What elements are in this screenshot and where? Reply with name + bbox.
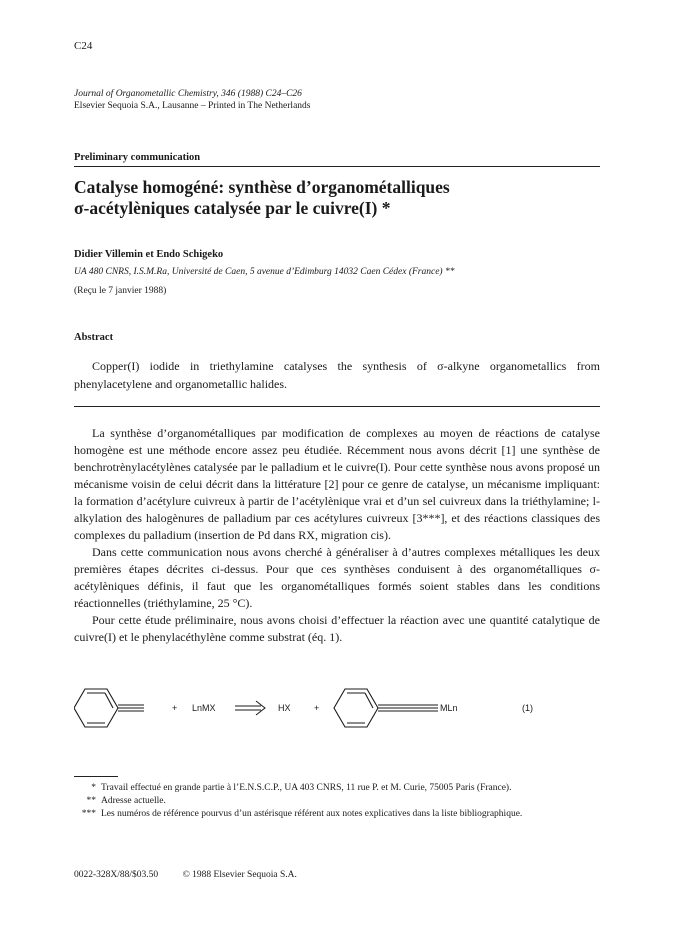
title-line-1: Catalyse homogéné: synthèse d’organométalliques: [74, 177, 450, 197]
plus-sign: +: [172, 703, 178, 713]
paragraph: Dans cette communication nous avons cherché à généraliser à d’autres complexes métalliques les deux premières étapes décrites ci-dessus. Pour que ces synthèses conduisent à des organométalliques σ-acétylèniques définis, il faut que les organométalliques formés soient stables dans les conditions réactionnelles (triéthylamine, 25 °C).: [74, 545, 600, 610]
benzene-ring-icon: [74, 689, 118, 727]
authors: Didier Villemin et Endo Schigeko: [74, 249, 224, 260]
footnote-mark: *: [91, 783, 96, 793]
footnotes: [74, 782, 600, 821]
footnote-divider: [74, 776, 118, 777]
received-date: (Reçu le 7 janvier 1988): [74, 286, 167, 296]
equation-number: (1): [522, 703, 533, 713]
footnote: [74, 808, 600, 821]
body-text: [74, 425, 600, 646]
paragraph: La synthèse d’organométalliques par modification de complexes au moyen de réactions de catalyse homogène est une méthode encore assez peu étudiée. Récemment nous avons décrit [1] une synthèse de benchrotrènylacétylènes catalysée par le palladium et le cuivre(I). Pour cette synthèse nous avons proposé un mécanisme voisin de celui décrit dans la littérature [2] pour ce genre de catalyse, un mécanisme impliquant: la formation d’acétylure cuivreux à partir de l’acétylènique vrai et d’un sel cuivreux dans la triéthylamine; l-alkylation des halogènures de palladium par ces acétylures cuivreux [3***], et des réactions classiques des complexes du palladium (insertion de Pd dans RX, migration cis).: [74, 426, 600, 542]
divider: [74, 406, 600, 407]
affiliation: UA 480 CNRS, I.S.M.Ra, Université de Caen, 5 avenue d’Edimburg 14032 Caen Cédex (France) **: [74, 267, 455, 277]
copyright: © 1988 Elsevier Sequoia S.A.: [182, 870, 297, 880]
bottom-line: [74, 870, 319, 880]
footnote-mark: ***: [81, 809, 96, 819]
paragraph: Pour cette étude préliminaire, nous avons choisi d’effectuer la réaction avec une quantité catalytique de cuivre(I) et le phenylacéthylène comme substrat (éq. 1).: [74, 613, 600, 644]
section-label: Preliminary communication: [74, 152, 201, 163]
article-title: [74, 177, 614, 219]
reaction-equation: [74, 683, 600, 733]
footnote: [74, 795, 600, 808]
metal-group-label: MLn: [440, 703, 458, 713]
reagent-label: LnMX: [192, 703, 216, 713]
footnote-text: Travail effectué en grande partie à l’E.N.S.C.P., UA 403 CNRS, 11 rue P. et M. Curie, 75005 Paris (France).: [101, 783, 512, 793]
footnote-mark: **: [86, 796, 96, 806]
journal-citation: Journal of Organometallic Chemistry, 346 (1988) C24–C26: [74, 89, 302, 99]
hx-label: HX: [278, 703, 291, 713]
benzene-ring-icon: [334, 689, 378, 727]
page-number: C24: [74, 40, 93, 52]
footnote-text: Adresse actuelle.: [101, 796, 166, 806]
triple-bond-icon: [378, 705, 438, 711]
title-line-2: σ-acétylèniques catalysée par le cuivre(I) *: [74, 198, 391, 218]
abstract-heading: Abstract: [74, 332, 114, 343]
abstract-text: Copper(I) iodide in triethylamine catalyses the synthesis of σ-alkyne organometallics from phenylacetylene and organometallic halides.: [74, 359, 600, 391]
footnote: [74, 782, 600, 795]
reaction-arrow-icon: [235, 701, 265, 715]
plus-sign: +: [314, 703, 320, 713]
triple-bond-icon: [118, 705, 144, 711]
issn-code: 0022-328X/88/$03.50: [74, 870, 159, 880]
divider: [74, 166, 600, 167]
publisher-line: Elsevier Sequoia S.A., Lausanne – Printed in The Netherlands: [74, 101, 311, 111]
footnote-text: Les numéros de référence pourvus d’un astérisque référent aux notes explicatives dans la liste bibliographique.: [101, 809, 523, 819]
